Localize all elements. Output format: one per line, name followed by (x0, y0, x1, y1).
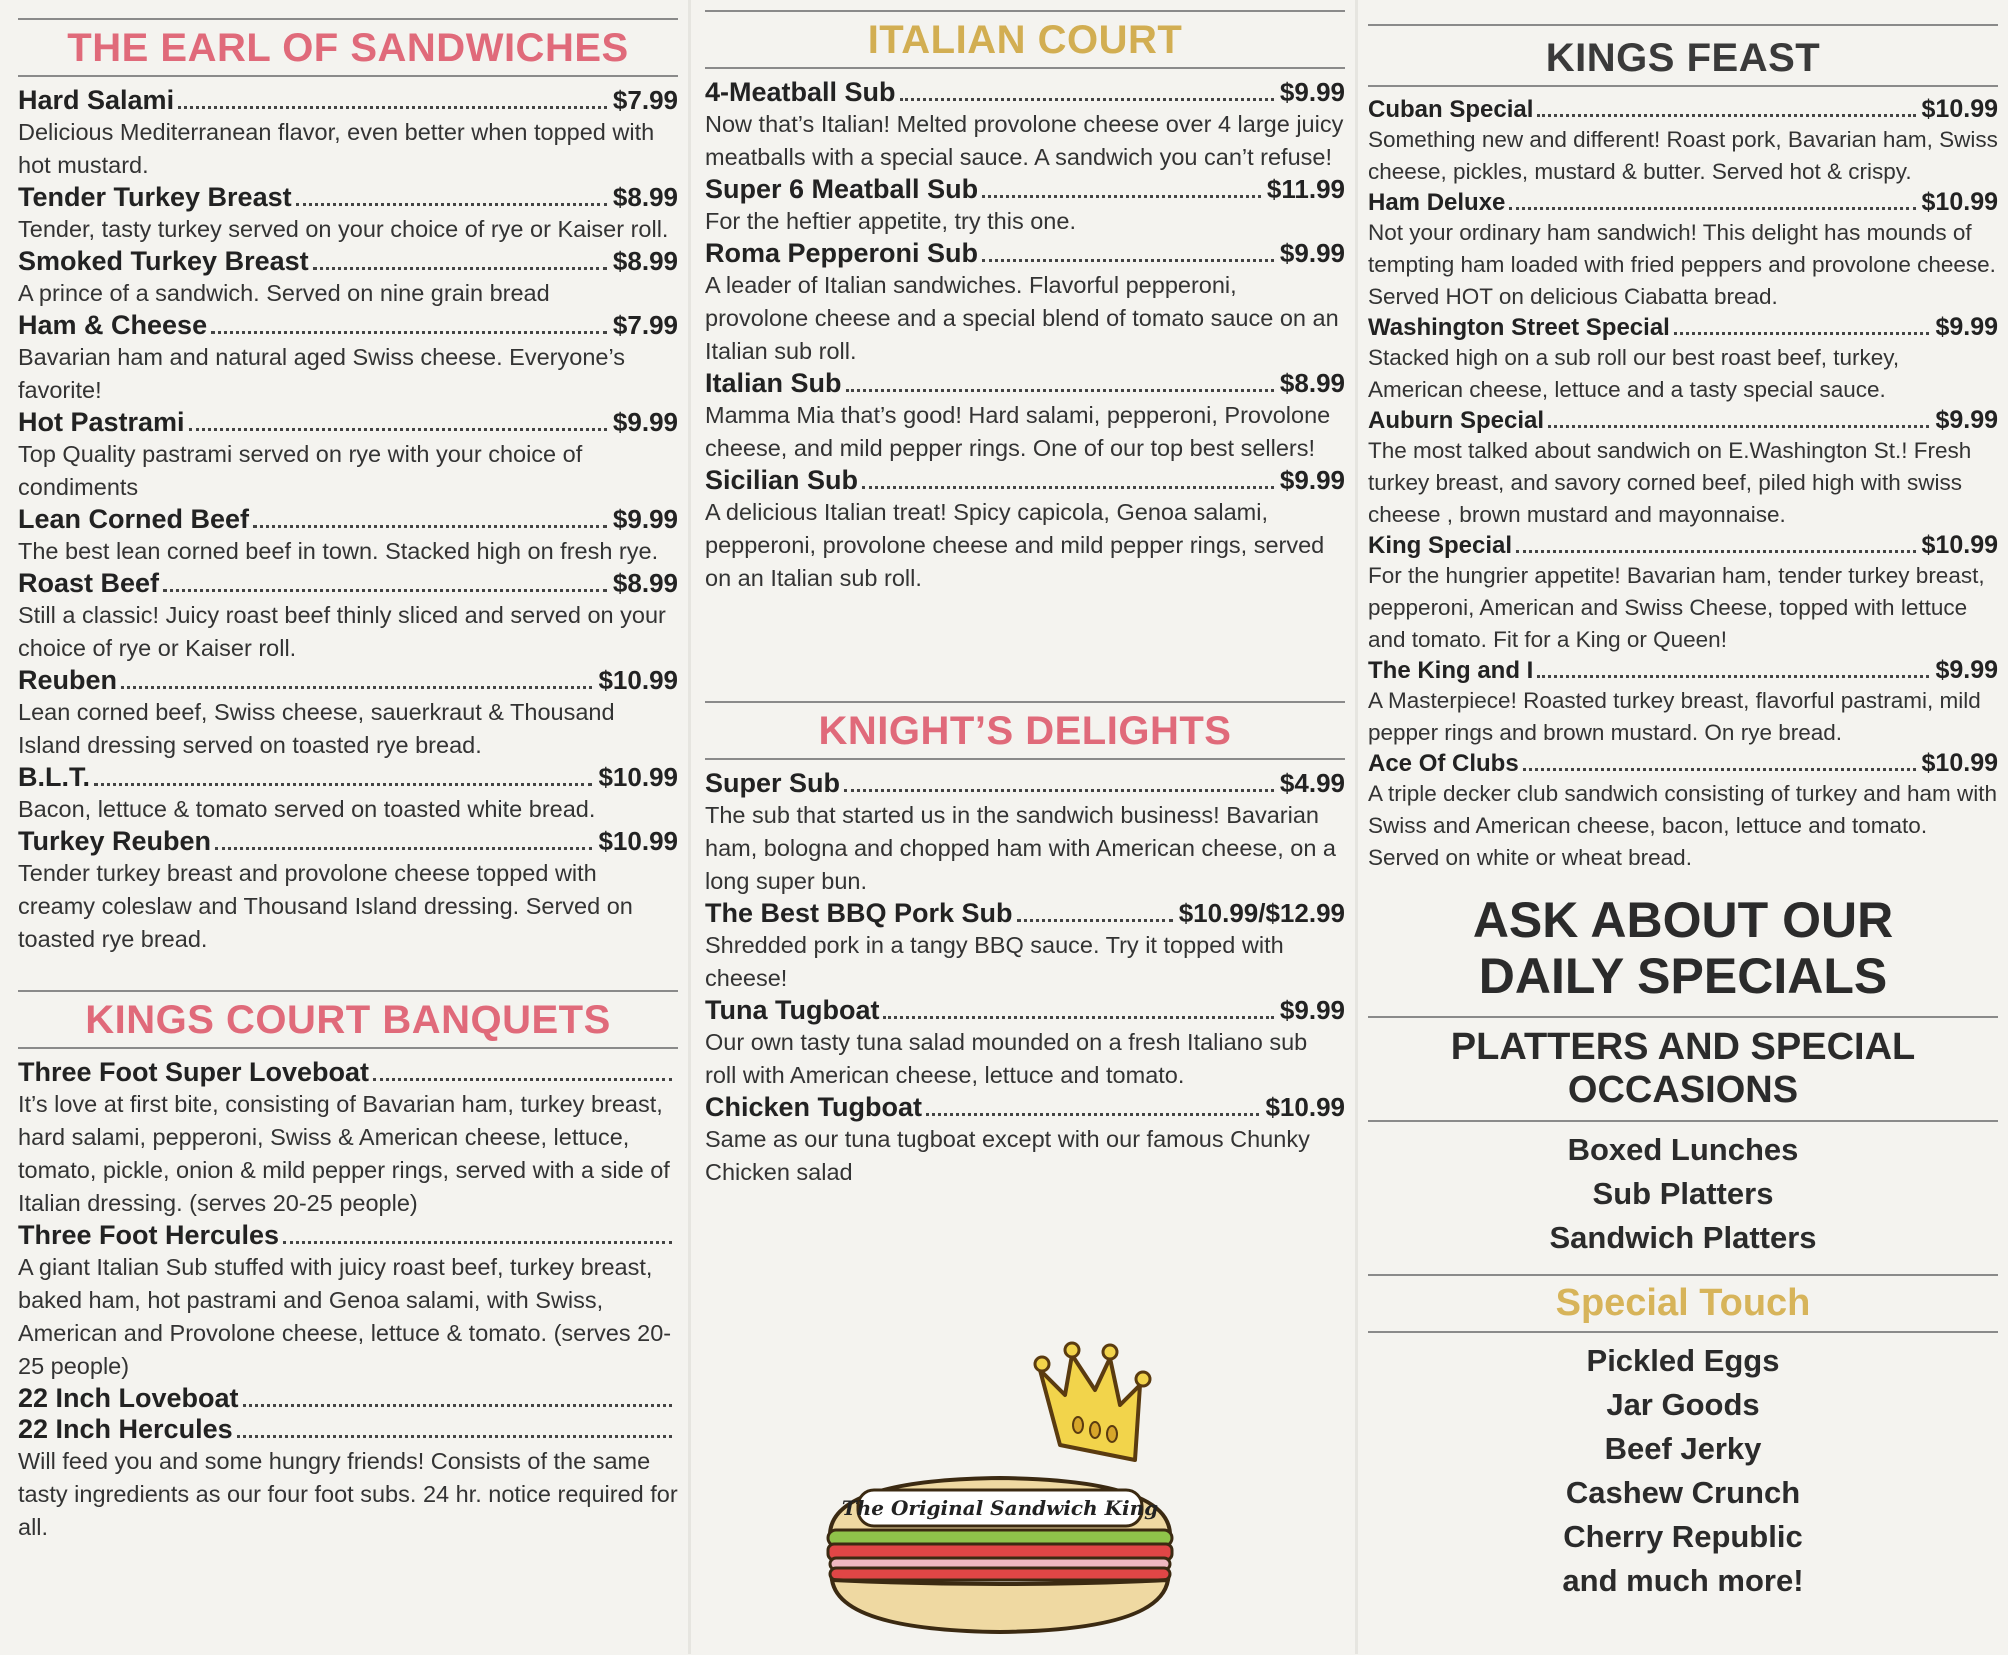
menu-item-line (18, 1057, 678, 1088)
menu-item (18, 310, 678, 407)
menu-item-name: Cuban Special (1368, 96, 1534, 123)
section-title-earl: THE EARL OF SANDWICHES (67, 26, 629, 70)
menu-item (18, 1220, 678, 1383)
menu-item-name: B.L.T. (18, 762, 90, 792)
menu-item-line (18, 310, 678, 341)
menu-item-description: The sub that started us in the sandwich business! Bavarian ham, bologna and chopped ham with American cheese, on a long super bun. (705, 802, 1337, 894)
menu-item-line (18, 407, 678, 438)
crown-icon (1035, 1343, 1150, 1460)
menu-item-name: King Special (1368, 532, 1513, 559)
divider (1368, 1016, 1998, 1018)
menu-item (1368, 531, 1998, 656)
section-title-italian: ITALIAN COURT (867, 18, 1183, 62)
dot-leader (296, 203, 607, 206)
right-panel (1368, 0, 1998, 1654)
platter-item: Sub Platters (1592, 1176, 1774, 1211)
menu-item-line (18, 85, 678, 116)
dot-leader (1548, 425, 1929, 428)
menu-item-name: Sicilian Sub (705, 465, 859, 495)
menu-item-line (1368, 313, 1998, 342)
dot-leader (253, 525, 607, 528)
menu-item (18, 407, 678, 504)
menu-item-line (705, 77, 1345, 108)
menu-item-price: $9.99 (1935, 656, 1998, 684)
menu-item (18, 1414, 678, 1544)
special-touch-item: Cherry Republic (1563, 1519, 1803, 1554)
menu-item (705, 174, 1345, 238)
menu-item-price: $8.99 (612, 246, 678, 276)
divider (705, 67, 1345, 69)
menu-item-description: Top Quality pastrami served on rye with your choice of condiments (18, 441, 583, 500)
menu-item-line (1368, 531, 1998, 560)
menu-item-name: Roast Beef (18, 568, 160, 598)
menu-item-name: Roma Pepperoni Sub (705, 238, 979, 268)
menu-item-price: $9.99 (1935, 313, 1998, 341)
menu-item-price: $9.99 (612, 504, 678, 534)
sandwich-icon (828, 1478, 1172, 1632)
panel-fold (1355, 0, 1358, 1654)
divider (1368, 85, 1998, 87)
menu-item (1368, 406, 1998, 531)
earl-items-list (18, 85, 678, 956)
logo-text: The Original Sandwich King (841, 1496, 1159, 1520)
menu-item (1368, 313, 1998, 406)
dot-leader (243, 1404, 672, 1407)
special-touch-item: Jar Goods (1606, 1387, 1760, 1422)
special-touch-list (1368, 1339, 1998, 1603)
dot-leader (1537, 114, 1915, 117)
menu-item-name: The Best BBQ Pork Sub (705, 898, 1013, 928)
dot-leader (862, 486, 1274, 489)
menu-item-name: Auburn Special (1368, 407, 1545, 434)
menu-item-description: Tender, tasty turkey served on your choice of rye or Kaiser roll. (18, 216, 669, 242)
platters-list (1368, 1128, 1998, 1260)
dot-leader (982, 195, 1261, 198)
menu-item-description: Mamma Mia that’s good! Hard salami, pepperoni, Provolone cheese, and mild pepper rings. One of our top best sellers! (705, 402, 1331, 461)
menu-item-description: A giant Italian Sub stuffed with juicy roast beef, turkey breast, baked ham, hot pastrami and Genoa salami, with Swiss, American and Provolone cheese, lettuce & tomato. (serves 20-25 people) (18, 1254, 672, 1379)
menu-item-name: Hard Salami (18, 85, 175, 115)
feast-items-list (1368, 95, 1998, 874)
dot-leader (211, 331, 607, 334)
divider (1368, 24, 1998, 26)
special-touch-item: Beef Jerky (1604, 1431, 1762, 1466)
menu-item-description: Tender turkey breast and provolone cheese topped with creamy coleslaw and Thousand Island dressing. Served on toasted rye bread. (18, 860, 633, 952)
menu-item-name: Lean Corned Beef (18, 504, 250, 534)
dot-leader (982, 259, 1274, 262)
menu-item-name: Three Foot Super Loveboat (18, 1057, 370, 1087)
dot-leader (844, 789, 1274, 792)
menu-item-price: $10.99/$12.99 (1178, 898, 1345, 928)
menu-item (18, 762, 678, 826)
menu-item-line (18, 1383, 678, 1414)
menu-item (18, 1057, 678, 1220)
promo-line-1: ASK ABOUT OUR (1472, 892, 1894, 948)
dot-leader (215, 847, 592, 850)
menu-item-line (705, 238, 1345, 269)
dot-leader (900, 98, 1274, 101)
menu-item-line (1368, 406, 1998, 435)
divider (18, 990, 678, 992)
dot-leader (1523, 768, 1916, 771)
menu-item-name: Tender Turkey Breast (18, 182, 292, 212)
menu-item (1368, 95, 1998, 188)
dot-leader (373, 1078, 672, 1081)
dot-leader (1509, 207, 1915, 210)
menu-item (18, 568, 678, 665)
menu-item (705, 1092, 1345, 1189)
menu-item-price: $9.99 (1279, 995, 1345, 1025)
menu-item-name: The King and I (1368, 657, 1534, 684)
menu-item (705, 77, 1345, 174)
italian-items-list (705, 77, 1345, 595)
menu-item-line (18, 1414, 678, 1445)
dot-leader (94, 783, 592, 786)
menu-item-name: Ham & Cheese (18, 310, 208, 340)
menu-item (18, 1383, 678, 1414)
left-panel (18, 0, 678, 1654)
menu-item-description: Will feed you and some hungry friends! Consists of the same tasty ingredients as our four foot subs. 24 hr. notice required for all. (18, 1448, 678, 1540)
menu-item-price: $10.99 (1921, 749, 1998, 777)
menu-item-price: $9.99 (1279, 238, 1345, 268)
special-touch-item: Pickled Eggs (1586, 1343, 1780, 1378)
menu-item (18, 504, 678, 568)
menu-item (705, 465, 1345, 595)
menu-item-line (18, 826, 678, 857)
platter-item: Sandwich Platters (1549, 1220, 1817, 1255)
menu-item-price: $9.99 (1279, 465, 1345, 495)
menu-item-name: Ace Of Clubs (1368, 750, 1519, 777)
platters-title: PLATTERS AND SPECIAL OCCASIONS (1450, 1026, 1916, 1111)
menu-item-line (705, 465, 1345, 496)
menu-item-name: Chicken Tugboat (705, 1092, 923, 1122)
menu-item-description: It’s love at first bite, consisting of Bavarian ham, turkey breast, hard salami, pepperoni, Swiss & American cheese, lettuce, tomato, pickle, onion & mild pepper rings, served with a side of Italian dressing. (serves 20-25 people) (18, 1091, 670, 1216)
dot-leader (1674, 332, 1930, 335)
divider (705, 10, 1345, 12)
menu-item-price: $8.99 (1279, 368, 1345, 398)
menu-item-name: Tuna Tugboat (705, 995, 880, 1025)
menu-item-name: 4-Meatball Sub (705, 77, 896, 107)
dot-leader (1017, 919, 1173, 922)
menu-item-price: $7.99 (612, 310, 678, 340)
menu-item-line (705, 995, 1345, 1026)
menu-item-line (18, 665, 678, 696)
menu-item-line (1368, 749, 1998, 778)
menu-item-name: Turkey Reuben (18, 826, 212, 856)
menu-item-description: Our own tasty tuna salad mounded on a fresh Italiano sub roll with American cheese, lettuce and tomato. (705, 1029, 1308, 1088)
menu-item-price: $10.99 (598, 665, 678, 695)
knight-items-list (705, 768, 1345, 1189)
menu-item-price: $10.99 (598, 762, 678, 792)
menu-item (705, 995, 1345, 1092)
daily-specials-promo (1368, 892, 1998, 1004)
menu-item-price: $8.99 (612, 182, 678, 212)
menu-item-price: $10.99 (598, 826, 678, 856)
menu-item-description: Stacked high on a sub roll our best roast beef, turkey, American cheese, lettuce and a tasty special sauce. (1368, 345, 1900, 402)
middle-panel (705, 0, 1345, 1654)
menu-item-name: Reuben (18, 665, 118, 695)
menu-item-description: Not your ordinary ham sandwich! This delight has mounds of tempting ham loaded with fried peppers and provolone cheese. Served HOT on delicious Ciabatta bread. (1368, 220, 1996, 309)
menu-item-line (705, 1092, 1345, 1123)
section-title-knights: KNIGHT’S DELIGHTS (818, 709, 1232, 753)
menu-item-description: A triple decker club sandwich consisting of turkey and ham with Swiss and American cheese, bacon, lettuce and tomato. Served on white or wheat bread. (1368, 781, 1998, 870)
menu-item-description: Same as our tuna tugboat except with our famous Chunky Chicken salad (705, 1126, 1310, 1185)
menu-item-description: The most talked about sandwich on E.Washington St.! Fresh turkey breast, and savory corned beef, piled high with swiss cheese , brown mustard and mayonnaise. (1368, 438, 1972, 527)
menu-item-description: A leader of Italian sandwiches. Flavorful pepperoni, provolone cheese and a special blend of tomato sauce on an Italian sub roll. (705, 272, 1339, 364)
section-title-feast: KINGS FEAST (1545, 36, 1821, 80)
menu-item-name: Smoked Turkey Breast (18, 246, 309, 276)
menu-item-description: A delicious Italian treat! Spicy capicola, Genoa salami, pepperoni, provolone cheese and mild pepper rings, served on an Italian sub roll. (705, 499, 1325, 591)
menu-item-name: Hot Pastrami (18, 407, 185, 437)
menu-item-price: $10.99 (1921, 531, 1998, 559)
menu-item-name: Washington Street Special (1368, 314, 1670, 341)
menu-item-line (18, 762, 678, 793)
menu-item-line (705, 174, 1345, 205)
divider (1368, 1331, 1998, 1333)
menu-item (1368, 656, 1998, 749)
dot-leader (189, 428, 607, 431)
divider (18, 75, 678, 77)
dot-leader (1516, 550, 1915, 553)
menu-item-description: Something new and different! Roast pork, Bavarian ham, Swiss cheese, pickles, mustard & butter. Served hot & crispy. (1368, 127, 1998, 184)
menu-item-price: $8.99 (612, 568, 678, 598)
menu-item-description: Delicious Mediterranean flavor, even better when topped with hot mustard. (18, 119, 655, 178)
menu-item-line (18, 1220, 678, 1251)
menu-item-name: Super 6 Meatball Sub (705, 174, 979, 204)
menu-item (705, 898, 1345, 995)
menu-item-description: Lean corned beef, Swiss cheese, sauerkraut & Thousand Island dressing served on toasted rye bread. (18, 699, 615, 758)
sandwich-king-logo (810, 1330, 1190, 1650)
menu-item (705, 768, 1345, 898)
menu-item-name: Three Foot Hercules (18, 1220, 280, 1250)
section-title-banquets: KINGS COURT BANQUETS (85, 998, 611, 1042)
menu-item-line (1368, 188, 1998, 217)
menu-item-line (18, 504, 678, 535)
dot-leader (883, 1016, 1273, 1019)
menu-item-line (18, 182, 678, 213)
dot-leader (283, 1241, 672, 1244)
menu-item (18, 246, 678, 310)
menu-item-line (1368, 95, 1998, 124)
menu-item-name: Italian Sub (705, 368, 842, 398)
menu-item-name: 22 Inch Loveboat (18, 1383, 239, 1413)
menu-item-line (705, 768, 1345, 799)
menu-item (18, 182, 678, 246)
menu-item-line (18, 246, 678, 277)
menu-item-name: Super Sub (705, 768, 841, 798)
divider (1368, 1274, 1998, 1276)
dot-leader (237, 1435, 672, 1438)
divider (18, 1047, 678, 1049)
menu-item-price: $9.99 (1279, 77, 1345, 107)
platter-item: Boxed Lunches (1567, 1132, 1799, 1167)
menu-item-description: The best lean corned beef in town. Stacked high on fresh rye. (18, 538, 659, 564)
menu-item (1368, 188, 1998, 313)
dot-leader (163, 589, 607, 592)
menu-item-description: For the heftier appetite, try this one. (705, 208, 1076, 234)
menu-item (18, 665, 678, 762)
menu-item (18, 85, 678, 182)
menu-item (705, 368, 1345, 465)
special-touch-title: Special Touch (1555, 1282, 1811, 1324)
menu-item-line (1368, 656, 1998, 685)
divider (705, 701, 1345, 703)
promo-line-2: DAILY SPECIALS (1478, 948, 1888, 1004)
special-touch-item: Cashew Crunch (1565, 1475, 1801, 1510)
menu-item-description: Bacon, lettuce & tomato served on toasted white bread. (18, 796, 596, 822)
menu-item-description: Now that’s Italian! Melted provolone cheese over 4 large juicy meatballs with a special sauce. A sandwich you can’t refuse! (705, 111, 1344, 170)
dot-leader (846, 389, 1274, 392)
panel-fold (688, 0, 691, 1654)
menu-item-price: $10.99 (1921, 188, 1998, 216)
menu-item-description: A prince of a sandwich. Served on nine grain bread (18, 280, 550, 306)
dot-leader (121, 686, 592, 689)
dot-leader (313, 267, 607, 270)
menu-item-description: Bavarian ham and natural aged Swiss cheese. Everyone’s favorite! (18, 344, 626, 403)
divider (705, 758, 1345, 760)
menu-item-line (18, 568, 678, 599)
menu-item-price: $9.99 (1935, 406, 1998, 434)
menu-item-price: $4.99 (1279, 768, 1345, 798)
menu-item (705, 238, 1345, 368)
menu-item-price: $9.99 (612, 407, 678, 437)
special-touch-item: and much more! (1562, 1563, 1804, 1598)
crown-sandwich-icon (810, 1330, 1190, 1650)
menu-item-price: $10.99 (1921, 95, 1998, 123)
dot-leader (178, 106, 607, 109)
menu-item-name: 22 Inch Hercules (18, 1414, 233, 1444)
menu-item-line (705, 898, 1345, 929)
menu-item-name: Ham Deluxe (1368, 189, 1506, 216)
menu-item-description: A Masterpiece! Roasted turkey breast, flavorful pastrami, mild pepper rings and brown mustard. On rye bread. (1368, 688, 1981, 745)
divider (18, 18, 678, 20)
dot-leader (926, 1113, 1259, 1116)
dot-leader (1537, 675, 1929, 678)
menu-item-price: $7.99 (612, 85, 678, 115)
menu-item-description: Still a classic! Juicy roast beef thinly sliced and served on your choice of rye or Kaiser roll. (18, 602, 666, 661)
menu-item-description: Shredded pork in a tangy BBQ sauce. Try it topped with cheese! (705, 932, 1284, 991)
menu-item (18, 826, 678, 956)
menu-item-price: $11.99 (1266, 174, 1345, 204)
menu-item-line (705, 368, 1345, 399)
banquet-items-list (18, 1057, 678, 1544)
menu-item (1368, 749, 1998, 874)
menu-item-description: For the hungrier appetite! Bavarian ham, tender turkey breast, pepperoni, American and Swiss Cheese, topped with lettuce and tomato. Fit for a King or Queen! (1368, 563, 1985, 652)
divider (1368, 1120, 1998, 1122)
menu-item-price: $10.99 (1265, 1092, 1345, 1122)
